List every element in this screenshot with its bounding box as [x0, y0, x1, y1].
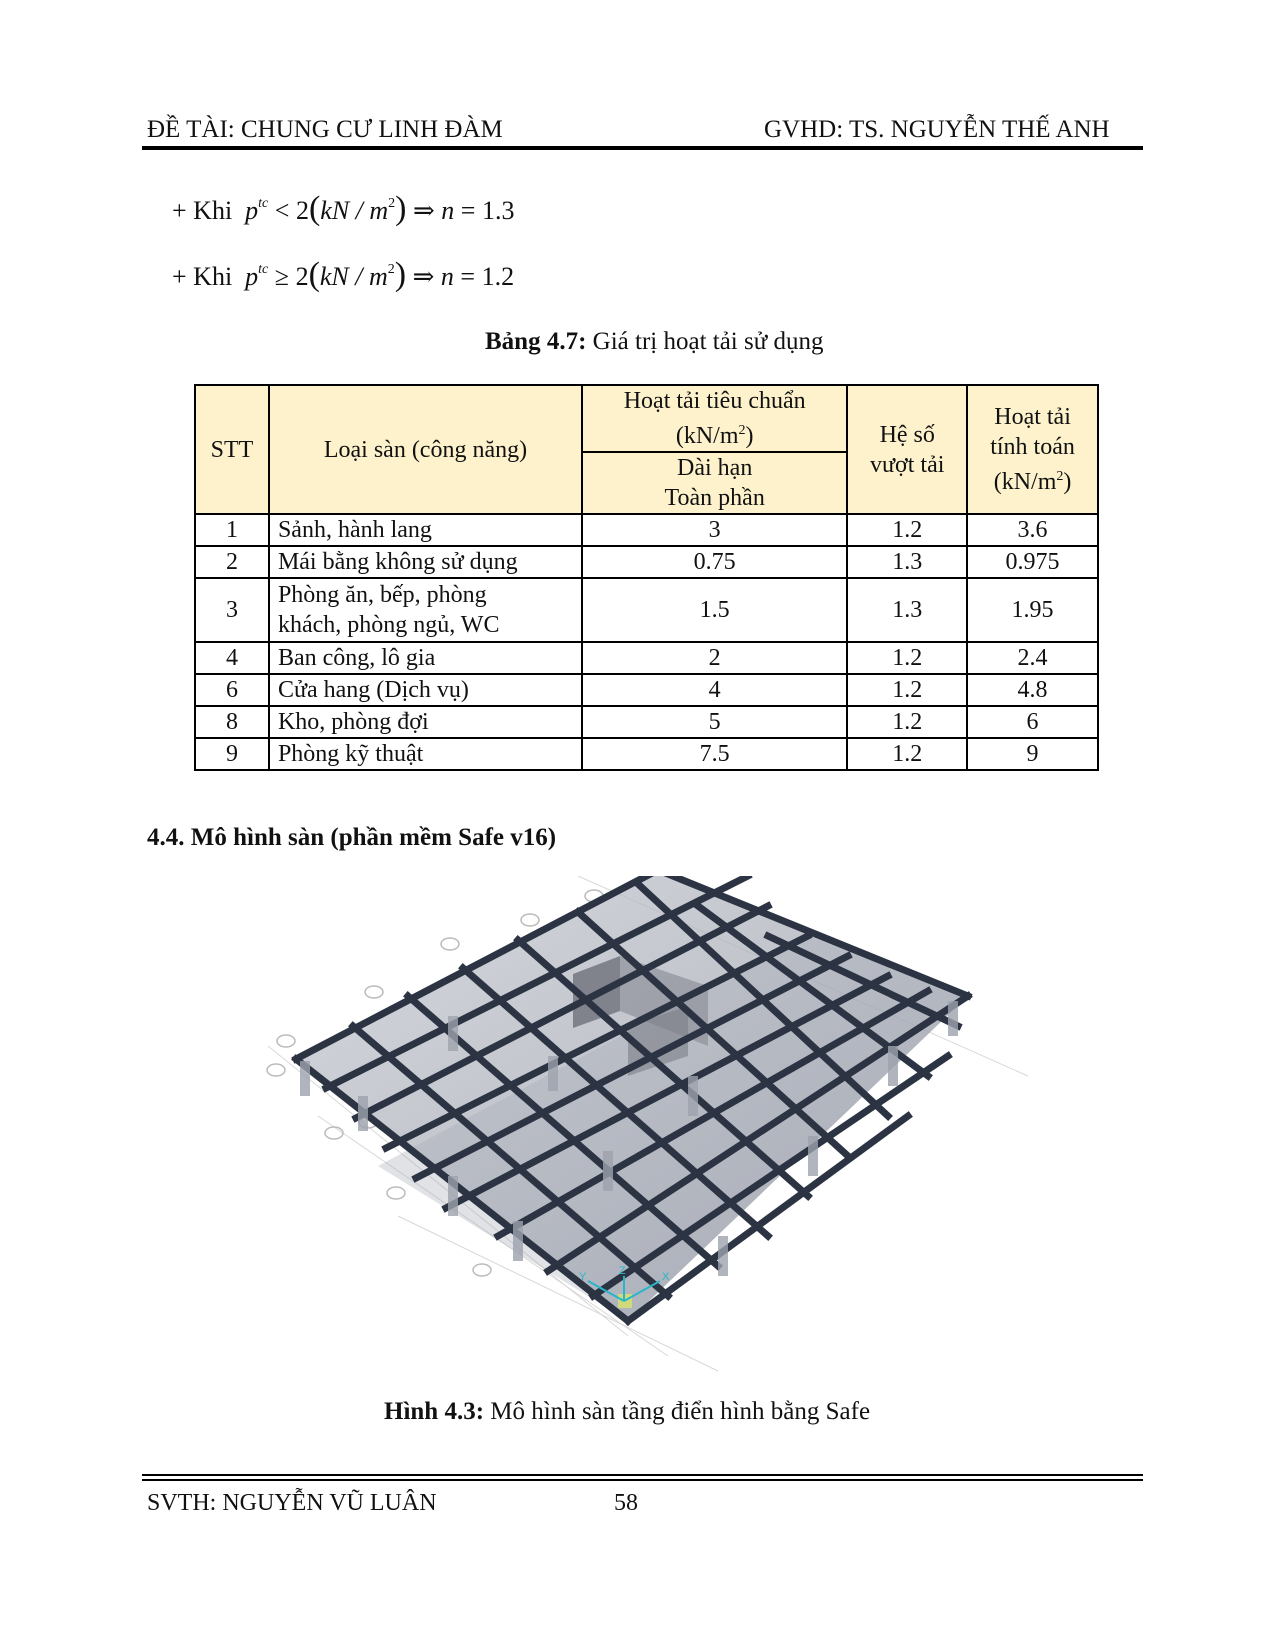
col-factor-header: Hệ số vượt tải	[847, 385, 967, 514]
table-row: 2 Mái bằng không sử dụng 0.75 1.3 0.975	[195, 546, 1098, 578]
col-type-header: Loại sàn (công năng)	[269, 385, 582, 514]
col-design-header: Hoạt tải tính toán $(kN/m^2)$	[967, 385, 1098, 514]
formula-line-1: + Khi $p^{tc} < 2(kN / m^2)$ ⇒ n = 1.3	[172, 190, 515, 227]
section-title: 4.4. Mô hình sàn (phần mềm Safe v16)	[147, 824, 557, 851]
footer-rule-1	[142, 1474, 1143, 1476]
load-table	[194, 384, 1099, 771]
footer-student: SVTH: NGUYỄN VŨ LUÂN	[147, 1490, 437, 1516]
axis-z-label: Z	[619, 1265, 626, 1277]
slab-model-figure	[248, 876, 1042, 1376]
table-caption: Bảng 4.7: Giá trị hoạt tải sử dụng	[485, 328, 824, 355]
table-row: 4 Ban công, lô gia 2 1.2 2.4	[195, 642, 1098, 674]
table-row: 9 Phòng kỹ thuật 7.5 1.2 9	[195, 738, 1098, 770]
axis-y-label: Y	[579, 1271, 587, 1283]
table-row: 8 Kho, phòng đợi 5 1.2 6	[195, 706, 1098, 738]
slab-model-render	[248, 876, 1042, 1376]
axis-x-label: X	[662, 1271, 670, 1283]
col-longterm-header: Dài hạn Toàn phần	[582, 452, 847, 514]
footer-rule-2	[142, 1479, 1143, 1481]
table-header-row	[195, 385, 1098, 452]
formula-line-2: + Khi $p^{tc} \ge 2(kN / m^2)$ ⇒ n = 1.2	[172, 256, 515, 293]
col-stt-header: STT	[195, 385, 269, 514]
header-advisor: GVHD: TS. NGUYỄN THẾ ANH	[764, 116, 1110, 143]
header-topic: ĐỀ TÀI: CHUNG CƯ LINH ĐÀM	[147, 116, 503, 143]
table-row: 6 Cửa hang (Dịch vụ) 4 1.2 4.8	[195, 674, 1098, 706]
page-number: 58	[614, 1490, 638, 1516]
table-row: 3 Phòng ăn, bếp, phòng khách, phòng ngủ, WC 1.5 1.3 1.95	[195, 578, 1098, 642]
header-rule	[142, 146, 1143, 150]
col-standard-header: Hoạt tải tiêu chuẩn $(kN/m^2)$	[582, 385, 847, 452]
figure-caption: Hình 4.3: Mô hình sàn tầng điển hình bằng Safe	[384, 1398, 871, 1425]
table-row: 1 Sảnh, hành lang 3 1.2 3.6	[195, 514, 1098, 546]
